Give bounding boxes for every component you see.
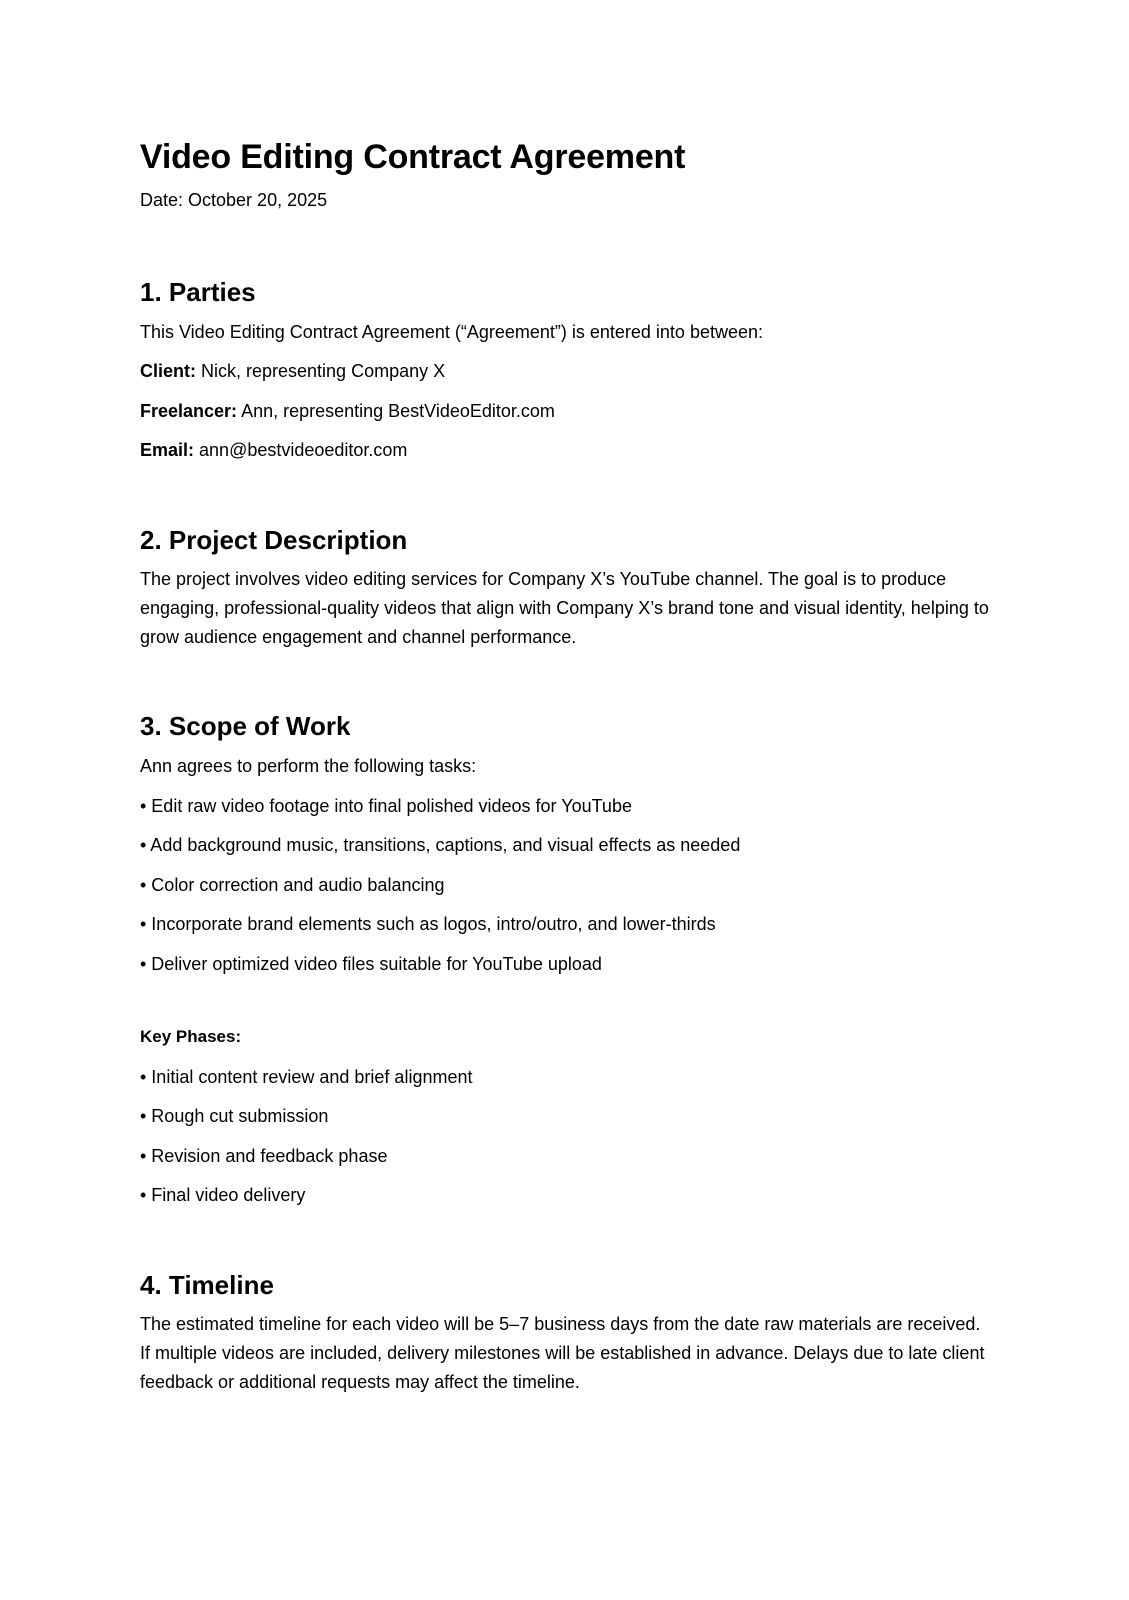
phase-item: • Revision and feedback phase [140,1146,388,1166]
freelancer-line [140,401,555,422]
client-label: Client: [140,361,196,381]
email-line [140,440,407,461]
timeline-body: The estimated timeline for each video will be 5–7 business days from the date raw materials are received. If multiple videos are included, delivery milestones will be established in advance. Delays due to late client feedback or additional requests may affect the timeline. [140,1314,985,1392]
document-date: Date: October 20, 2025 [140,190,328,210]
project-description-body: The project involves video editing services for Company X’s YouTube channel. The goal is to produce engaging, professional-quality videos that align with Company X’s brand tone and visual identity, helping to grow audience engagement and channel performance. [140,569,989,647]
parties-intro: This Video Editing Contract Agreement (“Agreement”) is entered into between: [140,322,763,342]
client-value: Nick, representing Company X [196,361,446,381]
phase-item: • Initial content review and brief alignment [140,1067,473,1087]
section-heading-scope: 3. Scope of Work [140,711,351,741]
document-title: Video Editing Contract Agreement [140,138,686,176]
scope-task: • Color correction and audio balancing [140,875,445,895]
freelancer-value: Ann, representing BestVideoEditor.com [237,401,555,421]
section-heading-project-description: 2. Project Description [140,525,408,555]
phase-item: • Final video delivery [140,1185,306,1205]
section-heading-timeline: 4. Timeline [140,1270,274,1300]
scope-task: • Incorporate brand elements such as logos, intro/outro, and lower-thirds [140,914,716,934]
email-value: ann@bestvideoeditor.com [194,440,408,460]
scope-intro: Ann agrees to perform the following tasks: [140,756,477,776]
client-line [140,361,445,382]
email-label: Email: [140,440,195,460]
freelancer-label: Freelancer: [140,401,238,421]
key-phases-heading: Key Phases: [140,1027,242,1046]
scope-task: • Add background music, transitions, captions, and visual effects as needed [140,835,741,855]
section-heading-parties: 1. Parties [140,277,256,307]
scope-task: • Deliver optimized video files suitable for YouTube upload [140,954,602,974]
scope-task: • Edit raw video footage into final polished videos for YouTube [140,796,632,816]
phase-item: • Rough cut submission [140,1106,329,1126]
